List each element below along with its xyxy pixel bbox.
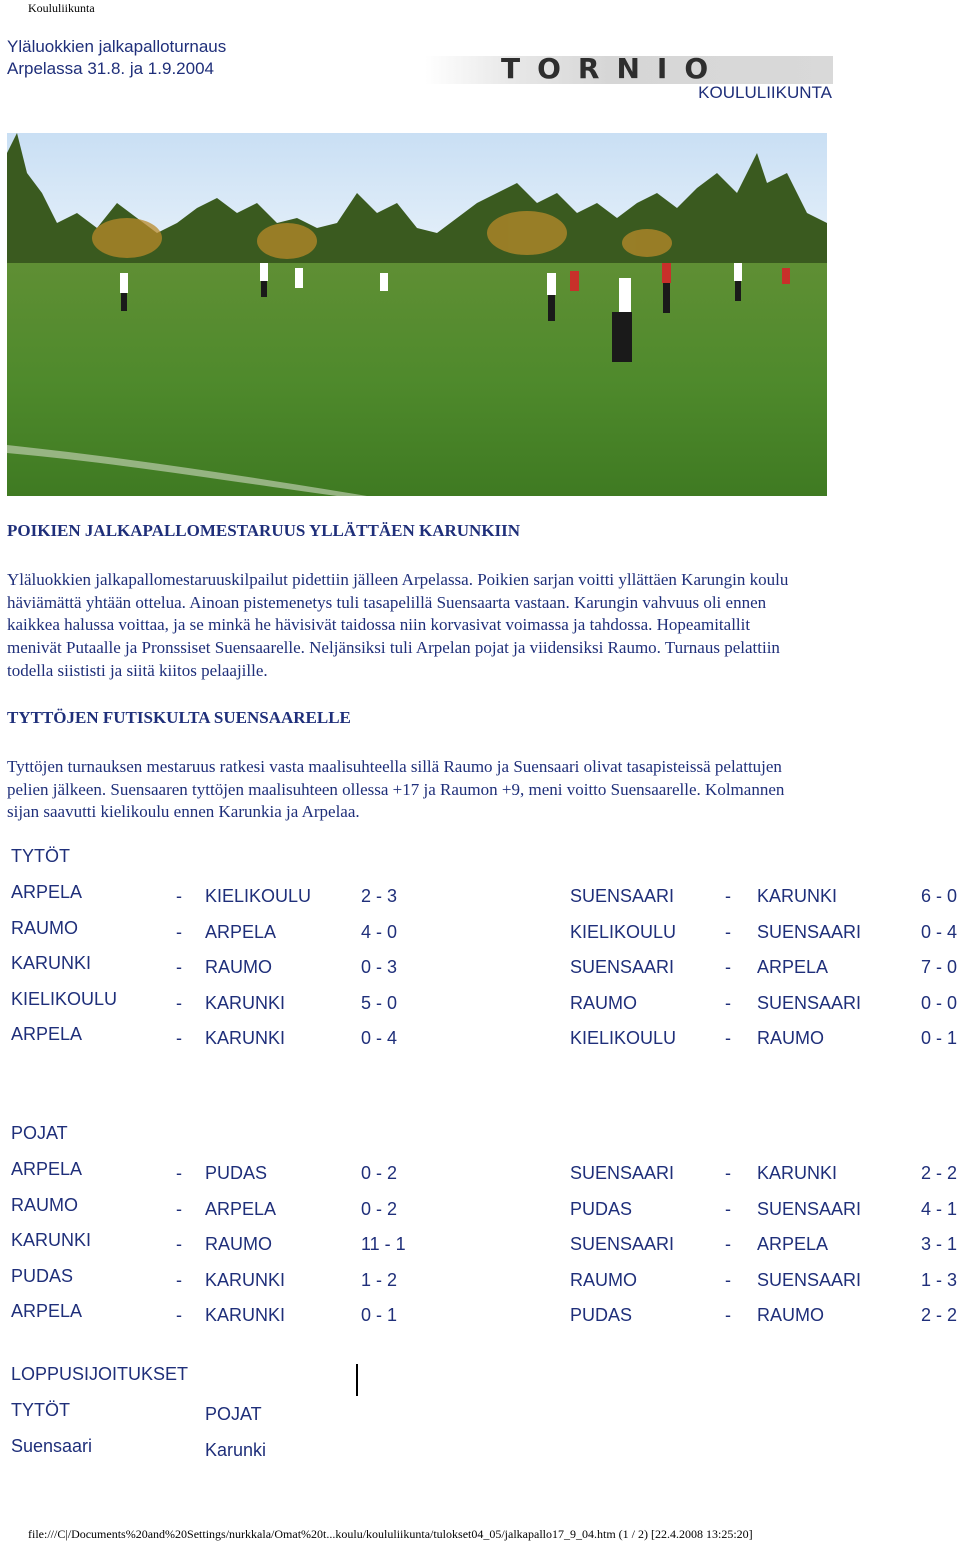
team-name: ARPELA <box>757 957 829 977</box>
result-row <box>0 953 960 981</box>
team-name: SUENSAARI <box>757 921 862 942</box>
standings-divider <box>356 1364 358 1396</box>
match-separator: - <box>176 1028 182 1048</box>
team-name: RAUMO <box>205 1234 272 1254</box>
event-title: Yläluokkien jalkapalloturnaus <box>7 37 227 56</box>
document-title: Koululiikunta <box>28 1 95 15</box>
match-separator: - <box>725 992 731 1013</box>
team-name: RAUMO <box>570 1269 637 1290</box>
match-score: 4 - 1 <box>921 1198 958 1219</box>
team-name: KARUNKI <box>11 953 92 973</box>
match-separator: - <box>176 1163 182 1183</box>
result-row <box>0 1301 960 1329</box>
match-score: 6 - 0 <box>921 886 958 906</box>
match-score: 4 - 0 <box>361 921 398 942</box>
result-row <box>0 1265 960 1294</box>
team-name: KIELIKOULU <box>570 921 677 942</box>
team-name: PUDAS <box>205 1163 268 1183</box>
match-score: 0 - 4 <box>361 1028 398 1048</box>
result-row <box>0 1194 960 1223</box>
team-name: ARPELA <box>11 1301 83 1321</box>
team-name: RAUMO <box>757 1028 824 1048</box>
event-date: Arpelassa 31.8. ja 1.9.2004 <box>7 59 214 78</box>
team-name: ARPELA <box>205 1198 277 1219</box>
result-row <box>0 1230 960 1258</box>
match-separator: - <box>176 921 182 942</box>
match-score: 1 - 2 <box>361 1269 398 1290</box>
match-score: 2 - 2 <box>921 1163 958 1183</box>
match-score: 0 - 3 <box>361 957 398 977</box>
final-girls-label: TYTÖT <box>11 1400 70 1420</box>
boys-section-title: POIKIEN JALKAPALLOMESTARUUS YLLÄTTÄEN KARUNKIIN <box>7 521 521 540</box>
team-name: SUENSAARI <box>757 1198 862 1219</box>
match-separator: - <box>725 1198 731 1219</box>
logo-wordmark: TORNIO <box>501 52 726 85</box>
team-name: KARUNKI <box>205 1269 286 1290</box>
print-footer-path: file:///C|/Documents%20and%20Settings/nurkkala/Omat%20t...koulu/koululiikunta/tulokset04_05/jalkapallo17_9_04.htm (1 / 2) [22.4.2008 13:25:20] <box>28 1527 753 1541</box>
match-separator: - <box>725 921 731 942</box>
match-separator: - <box>176 886 182 906</box>
team-name: KARUNKI <box>205 992 286 1013</box>
girls-results-label: TYTÖT <box>11 846 70 866</box>
team-name: ARPELA <box>757 1234 829 1254</box>
match-score: 0 - 1 <box>361 1305 398 1325</box>
match-separator: - <box>725 957 731 977</box>
result-row <box>0 882 960 910</box>
team-name: ARPELA <box>11 1024 83 1044</box>
match-score: 2 - 2 <box>921 1305 958 1325</box>
team-name: KIELIKOULU <box>11 988 118 1009</box>
team-name: RAUMO <box>11 1194 78 1215</box>
team-name: KIELIKOULU <box>205 886 312 906</box>
result-row <box>0 1024 960 1052</box>
team-name: PUDAS <box>11 1265 74 1286</box>
match-score: 3 - 1 <box>921 1234 958 1254</box>
match-separator: - <box>725 1028 731 1048</box>
team-name: RAUMO <box>570 992 637 1013</box>
team-name: KARUNKI <box>205 1305 286 1325</box>
team-name: SUENSAARI <box>570 886 675 906</box>
girls-section-text: Tyttöjen turnauksen mestaruus ratkesi vasta maalisuhteella sillä Raumo ja Suensaari olivat tasapisteissä pelattujen pelien jälkeen. Suensaaren tyttöjen maalisuhteen ollessa +17 ja Raumon +9, meni voitto Suensaarelle. Kolmannen sijan saavutti kielikoulu ennen Karunkia ja Arpelaa. <box>7 757 785 822</box>
team-name: PUDAS <box>570 1198 633 1219</box>
result-row <box>0 988 960 1017</box>
team-name: ARPELA <box>11 1159 83 1179</box>
match-score: 1 - 3 <box>921 1269 958 1290</box>
team-name: KARUNKI <box>11 1230 92 1250</box>
match-score: 0 - 1 <box>921 1028 958 1048</box>
match-separator: - <box>176 1269 182 1290</box>
match-separator: - <box>725 886 731 906</box>
match-separator: - <box>725 1305 731 1325</box>
boys-results-label: POJAT <box>11 1123 68 1143</box>
match-separator: - <box>176 1305 182 1325</box>
match-score: 0 - 2 <box>361 1163 398 1183</box>
final-girls-winner: Suensaari <box>11 1436 93 1456</box>
team-name: SUENSAARI <box>570 1234 675 1254</box>
match-score: 2 - 3 <box>361 886 398 906</box>
match-separator: - <box>176 992 182 1013</box>
match-score: 7 - 0 <box>921 957 958 977</box>
match-separator: - <box>176 1234 182 1254</box>
match-separator: - <box>725 1163 731 1183</box>
logo-subtitle: KOULULIIKUNTA <box>698 83 832 102</box>
match-separator: - <box>176 1198 182 1219</box>
result-row <box>0 917 960 946</box>
match-score: 0 - 2 <box>361 1198 398 1219</box>
team-name: ARPELA <box>11 882 83 902</box>
tornio-logo <box>425 52 833 85</box>
team-name: RAUMO <box>205 957 272 977</box>
team-name: KARUNKI <box>205 1028 286 1048</box>
match-separator: - <box>725 1269 731 1290</box>
match-separator: - <box>725 1234 731 1254</box>
match-score: 0 - 0 <box>921 992 958 1013</box>
match-score: 5 - 0 <box>361 992 398 1013</box>
team-name: KARUNKI <box>757 1163 838 1183</box>
team-name: SUENSAARI <box>570 1163 675 1183</box>
final-boys-label: POJAT <box>205 1404 262 1424</box>
team-name: RAUMO <box>757 1305 824 1325</box>
match-score: 0 - 4 <box>921 921 958 942</box>
result-row <box>0 1159 960 1187</box>
team-name: KIELIKOULU <box>570 1028 677 1048</box>
final-standings-title: LOPPUSIJOITUKSET <box>11 1364 189 1384</box>
final-boys-winner: Karunki <box>205 1440 267 1460</box>
girls-section-title: TYTTÖJEN FUTISKULTA SUENSAARELLE <box>7 708 351 727</box>
team-name: KARUNKI <box>757 886 838 906</box>
team-name: ARPELA <box>205 921 277 942</box>
team-name: RAUMO <box>11 917 78 938</box>
match-score: 11 - 1 <box>361 1234 406 1254</box>
team-name: PUDAS <box>570 1305 633 1325</box>
football-field-photo <box>7 133 827 496</box>
team-name: SUENSAARI <box>757 1269 862 1290</box>
team-name: SUENSAARI <box>570 957 675 977</box>
team-name: SUENSAARI <box>757 992 862 1013</box>
boys-section-text: Yläluokkien jalkapallomestaruuskilpailut pidettiin jälleen Arpelassa. Poikien sarjan voitti yllättäen Karungin koulu häviämättä yhtään ottelua. Ainoan pistemenetys tuli tasapelillä Suensaarta vastaan. Karungin vahvuus oli ennen kaikkea halussa voittaa, ja se minkä he hävisivät taidossa niin korvasivat voimassa ja tahdossa. Hopeamitallit menivät Putaalle ja Pronssiset Suensaarelle. Neljänsiksi tuli Arpelan pojat ja viidensiksi Raumo. Turnaus pelattiin todella siististi ja siitä kiitos pelaajille. <box>7 570 789 680</box>
match-separator: - <box>176 957 182 977</box>
